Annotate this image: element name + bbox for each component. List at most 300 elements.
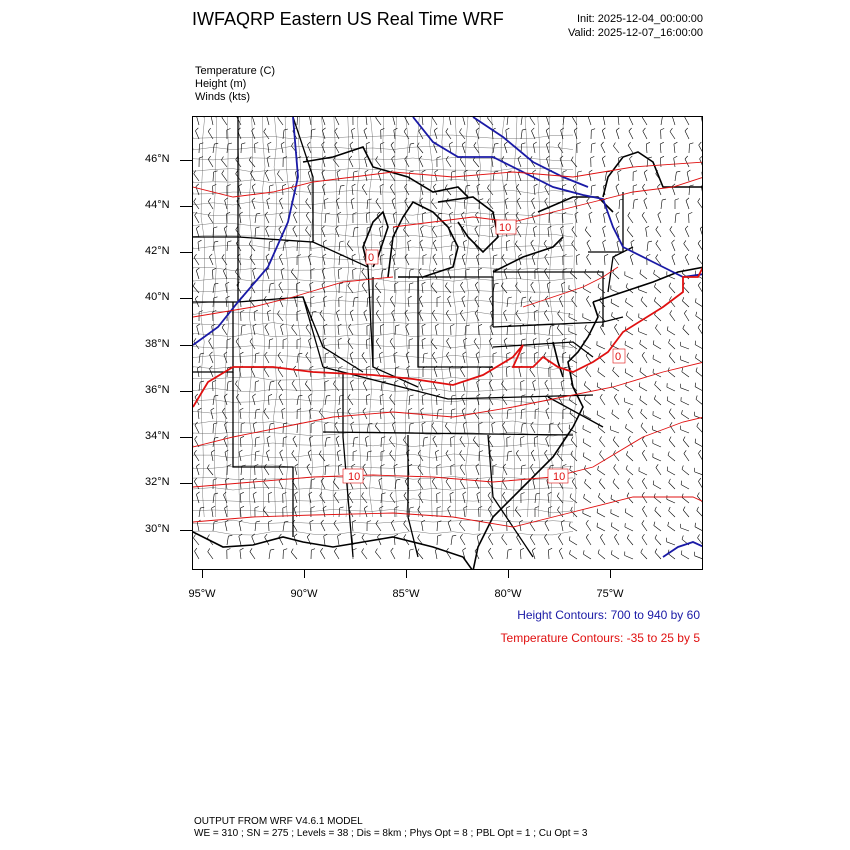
wind-barb-feather — [264, 296, 266, 299]
wind-barb — [253, 270, 255, 279]
wind-barb-feather — [348, 492, 350, 495]
wind-barb — [686, 201, 689, 210]
wind-barb-feather — [546, 408, 549, 411]
wind-barb-feather — [447, 338, 450, 341]
wind-barb-feather — [601, 142, 604, 145]
wind-barb-feather — [196, 492, 199, 495]
wind-barb — [463, 382, 465, 391]
wind-barb — [475, 313, 479, 321]
wind-barb-feather — [446, 156, 448, 159]
wind-barb-feather — [390, 184, 392, 187]
wind-barb — [627, 538, 633, 545]
wind-barb-feather — [589, 170, 592, 172]
wind-barb-feather — [522, 395, 526, 396]
wind-barb-feather — [515, 283, 517, 287]
wind-barb-feather — [598, 368, 599, 372]
wind-barb-feather — [350, 310, 353, 313]
wind-barb — [614, 454, 620, 461]
wind-barb — [350, 382, 353, 391]
wind-barb-feather — [641, 549, 643, 553]
wind-barb — [507, 326, 508, 335]
wind-barb-feather — [419, 128, 422, 131]
wind-barb-feather — [311, 269, 315, 271]
wind-barb — [366, 117, 367, 125]
wind-barb — [199, 382, 200, 391]
wind-barb — [394, 130, 395, 139]
wind-barb-feather — [437, 492, 441, 494]
wind-barb-feather — [279, 394, 282, 397]
wind-barb-feather — [655, 549, 657, 553]
wind-barb — [241, 326, 242, 335]
wind-barb — [460, 159, 465, 167]
wind-barb-feather — [597, 509, 598, 513]
wind-barb — [647, 242, 648, 251]
wind-barb-feather — [324, 324, 328, 326]
wind-barb — [320, 551, 325, 559]
wind-barb — [227, 242, 228, 251]
wind-barb-feather — [686, 198, 689, 201]
wind-barb-feather — [294, 506, 297, 509]
wind-barb — [460, 285, 465, 293]
wind-barb-feather — [270, 283, 274, 284]
wind-barb-feather — [390, 338, 392, 341]
wind-barb-feather — [682, 466, 683, 470]
wind-barb-feather — [410, 283, 414, 284]
wind-barb — [586, 524, 591, 532]
wind-barb — [569, 317, 577, 321]
wind-barb-feather — [409, 339, 413, 340]
wind-barb-feather — [432, 352, 434, 355]
wind-barb-feather — [476, 352, 479, 355]
wind-barb — [194, 481, 199, 489]
wind-barb-feather — [236, 338, 238, 341]
wind-barb-feather — [196, 184, 199, 187]
wind-barb-feather — [214, 241, 218, 242]
height-contours — [193, 117, 703, 557]
wind-barb-feather — [295, 464, 298, 466]
wind-barb — [449, 368, 451, 377]
wind-barb-feather — [363, 408, 366, 411]
wind-barb — [598, 287, 605, 293]
wind-barb — [535, 494, 536, 503]
wind-barb — [306, 356, 311, 363]
wind-barb — [297, 396, 299, 405]
wind-barb — [570, 400, 578, 405]
wind-barb-feather — [256, 437, 260, 438]
wind-barb-feather — [310, 282, 314, 284]
wind-barb-feather — [252, 184, 255, 187]
wind-barb-feather — [252, 198, 255, 201]
wind-barb — [685, 131, 689, 139]
wind-barb — [603, 117, 605, 125]
wind-barb — [464, 172, 465, 181]
wind-barb-feather — [702, 170, 703, 172]
wind-barb-feather — [364, 128, 367, 131]
wind-barb — [325, 438, 327, 447]
wind-barb — [642, 495, 647, 503]
wind-barb — [464, 340, 465, 349]
wind-barb-feather — [283, 339, 287, 340]
wind-barb — [669, 483, 675, 490]
wind-barb-feather — [669, 283, 671, 287]
wind-barb-feather — [700, 226, 703, 229]
wind-barb-feather — [464, 338, 467, 340]
wind-barb-feather — [600, 394, 602, 397]
wind-barb-feather — [390, 296, 393, 299]
wind-barb-feather — [420, 226, 423, 229]
wind-barb-feather — [435, 324, 438, 326]
wind-barb-feather — [340, 241, 344, 242]
wind-barb-feather — [410, 395, 414, 396]
wind-barb-feather — [336, 436, 339, 439]
wind-barb-feather — [252, 534, 255, 537]
wind-barb — [667, 330, 675, 335]
wind-barb-feather — [452, 535, 456, 536]
wind-barb — [586, 299, 591, 307]
wind-barb — [199, 508, 200, 517]
wind-barb-feather — [685, 156, 688, 159]
wind-barb-feather — [339, 367, 343, 369]
wind-barb-feather — [684, 240, 686, 243]
wind-barb-feather — [616, 184, 619, 187]
wind-barb-feather — [611, 550, 612, 554]
wind-barb — [422, 172, 423, 181]
wind-barb — [338, 270, 339, 279]
wind-barb-feather — [256, 521, 260, 522]
wind-barb-feather — [333, 381, 335, 385]
wind-barb — [224, 396, 227, 405]
wind-barb-feather — [575, 212, 578, 214]
wind-barb-feather — [449, 142, 452, 144]
wind-barb — [432, 426, 437, 433]
wind-barb-feather — [362, 352, 364, 355]
wind-barb — [502, 538, 507, 545]
wind-barb-feather — [197, 324, 200, 326]
wind-barb — [390, 454, 395, 461]
wind-barb-feather — [281, 142, 284, 144]
wind-barb-feather — [682, 410, 683, 414]
wind-barb — [653, 457, 661, 461]
wind-barb-feather — [200, 353, 204, 354]
wind-barb-feather — [685, 254, 688, 257]
wind-barb — [297, 117, 298, 125]
wind-barb — [516, 314, 521, 321]
wind-barb-feather — [603, 226, 606, 228]
wind-barb-feather — [570, 550, 571, 554]
wind-barb-feather — [352, 184, 356, 186]
wind-barb-feather — [545, 520, 548, 523]
wind-barb — [279, 257, 283, 265]
wind-barb-feather — [390, 240, 392, 243]
wind-barb-feather — [256, 213, 260, 214]
wind-barb-feather — [549, 506, 553, 508]
latitude-label: 36°N — [145, 384, 170, 396]
wind-barb-feather — [323, 338, 326, 340]
wind-barb — [544, 313, 549, 321]
wind-barb-feather — [655, 381, 657, 385]
wind-barb — [695, 302, 703, 307]
wind-barb-feather — [239, 534, 242, 536]
wind-barb — [432, 117, 437, 125]
wind-barb — [696, 316, 703, 321]
wind-barb — [255, 452, 256, 461]
wind-barb — [306, 215, 311, 223]
wind-barb — [586, 370, 591, 377]
wind-barb-feather — [587, 240, 590, 243]
wind-barb — [250, 258, 255, 265]
wind-barb-feather — [311, 296, 315, 298]
wind-barb — [278, 355, 283, 363]
wind-barb-feather — [584, 494, 585, 498]
county-line — [501, 117, 505, 517]
wind-barb-feather — [534, 436, 538, 438]
wind-barb — [532, 215, 535, 223]
wind-barb-feather — [655, 325, 657, 329]
wind-barb — [380, 508, 381, 517]
wind-barb — [534, 438, 535, 447]
wind-barb-feather — [583, 411, 584, 415]
wind-barb — [616, 130, 619, 139]
wind-barb — [306, 202, 311, 209]
wind-barb — [213, 522, 214, 531]
wind-barb-feather — [382, 269, 386, 270]
wind-barb — [572, 230, 577, 237]
wind-barb — [668, 554, 675, 560]
wind-barb-feather — [462, 408, 465, 411]
wind-barb — [656, 244, 661, 251]
wind-barb-feather — [462, 142, 465, 145]
wind-barb-feather — [690, 185, 694, 186]
wind-barb — [695, 556, 703, 559]
wind-barb — [506, 242, 507, 251]
wind-barb-feather — [310, 366, 314, 368]
wind-barb — [376, 118, 381, 125]
wind-barb — [640, 274, 647, 280]
wind-barb-feather — [563, 171, 567, 173]
wind-barb-feather — [661, 128, 665, 130]
wind-barb — [362, 272, 367, 279]
wind-barb — [252, 186, 255, 195]
wind-barb-feather — [405, 310, 408, 313]
wind-barb-feather — [214, 493, 218, 494]
wind-barb-feather — [698, 198, 700, 201]
wind-barb — [629, 131, 633, 139]
wind-barb — [699, 145, 703, 153]
wind-barb-feather — [407, 366, 410, 368]
latitude-label: 34°N — [145, 430, 170, 442]
wind-barb-feather — [424, 353, 428, 354]
wind-barb-feather — [696, 396, 697, 400]
wind-barb — [309, 117, 311, 125]
wind-barb-feather — [422, 282, 426, 284]
wind-barb-feather — [270, 549, 274, 550]
wind-barb — [266, 270, 269, 279]
wind-barb — [507, 452, 508, 461]
wind-barb-feather — [459, 521, 461, 525]
wind-barb-feather — [291, 143, 293, 147]
wind-barb-feather — [474, 338, 476, 341]
wind-barb-feather — [309, 436, 312, 438]
wind-barb — [642, 453, 647, 461]
wind-barb — [504, 313, 508, 321]
wind-barb-feather — [491, 226, 494, 228]
wind-barb — [255, 410, 256, 419]
wind-barb-feather — [340, 507, 344, 508]
wind-barb-feather — [309, 394, 312, 397]
wind-barb — [210, 369, 214, 377]
wind-barb-feather — [226, 282, 230, 284]
wind-barb-feather — [225, 198, 228, 200]
wind-barb — [619, 200, 620, 209]
wind-barb — [602, 158, 605, 167]
wind-barb — [240, 494, 241, 503]
wind-barb-feather — [211, 450, 214, 452]
wind-barb-feather — [256, 353, 260, 354]
wind-barb-feather — [242, 325, 246, 326]
wind-barb-feather — [616, 226, 619, 229]
wind-barb — [431, 286, 437, 293]
wind-barb-feather — [438, 409, 442, 410]
wind-barb — [208, 201, 213, 209]
wind-barb — [255, 214, 256, 223]
wind-barb — [450, 256, 451, 265]
wind-barb-feather — [433, 240, 436, 243]
wind-barb-feather — [380, 226, 384, 228]
wind-barb — [488, 412, 493, 419]
wind-barb-feather — [672, 254, 675, 257]
wind-barb-feather — [268, 492, 272, 494]
wind-barb — [519, 368, 521, 377]
wind-barb-feather — [475, 310, 478, 313]
wind-barb — [571, 160, 577, 167]
wind-barb — [474, 342, 479, 350]
wind-barb — [392, 201, 395, 210]
wind-barb-feather — [431, 339, 433, 343]
wind-barb — [423, 438, 424, 447]
wind-barb — [292, 328, 297, 335]
wind-barb — [682, 497, 689, 503]
wind-barb — [653, 359, 661, 363]
wind-barb-feather — [249, 157, 251, 161]
wind-barb-feather — [366, 394, 370, 396]
wind-barb-feather — [598, 550, 599, 554]
wind-barb — [339, 186, 341, 195]
county-line — [193, 333, 573, 337]
wind-barb-feather — [380, 408, 384, 410]
wind-barb-feather — [584, 381, 585, 385]
latitude-label: 46°N — [145, 153, 170, 165]
wind-barb-feather — [646, 142, 650, 144]
wind-barb-feather — [266, 254, 269, 257]
wind-barb — [570, 554, 578, 559]
wind-barb — [669, 286, 675, 293]
wind-barb — [642, 524, 647, 531]
wind-barb-feather — [349, 156, 352, 159]
wind-barb-feather — [410, 507, 414, 508]
wind-barb-feather — [323, 296, 326, 298]
wind-barb-feather — [214, 227, 218, 228]
wind-barb-feather — [642, 492, 644, 495]
wind-barb-feather — [235, 381, 237, 384]
wind-barb-feather — [213, 184, 217, 186]
wind-barb-feather — [641, 297, 643, 301]
wind-barb-feather — [394, 534, 398, 536]
wind-barb — [476, 215, 480, 223]
wind-barb — [656, 230, 661, 237]
temp-label-coast: 0 — [615, 351, 622, 363]
wind-barb — [350, 355, 353, 364]
wind-barb-feather — [489, 296, 492, 299]
wind-barb-feather — [242, 143, 246, 144]
wind-barb-feather — [545, 198, 548, 201]
wind-barb — [252, 117, 255, 125]
wind-barb-feather — [353, 268, 357, 270]
wind-barb — [450, 382, 451, 391]
wind-barb — [449, 117, 451, 125]
wind-barb-feather — [488, 117, 490, 118]
wind-barb — [598, 470, 605, 475]
wind-barb-feather — [277, 171, 279, 175]
wind-barb — [392, 424, 395, 433]
wind-barb-feather — [196, 226, 199, 229]
wind-barb-feather — [695, 341, 696, 345]
wind-barb-feather — [614, 534, 617, 537]
wind-barb-feather — [460, 534, 462, 537]
wind-barb — [626, 428, 634, 433]
field-height: Height (m) — [195, 78, 247, 90]
wind-barb — [545, 453, 550, 461]
wind-barb — [422, 214, 423, 223]
wind-barb — [653, 485, 661, 490]
wind-barb — [572, 300, 577, 307]
wind-barb-feather — [403, 437, 405, 441]
latitude-label: 42°N — [145, 245, 170, 257]
wind-barb-feather — [319, 451, 321, 454]
wind-barb — [611, 289, 619, 293]
wind-barb-feather — [240, 548, 244, 550]
field-list — [195, 65, 275, 104]
wind-barb-feather — [214, 395, 218, 396]
county-line — [525, 117, 529, 517]
wind-barb — [353, 298, 354, 307]
wind-barb-feather — [532, 212, 535, 215]
wind-barb — [408, 298, 409, 307]
wind-barb-feather — [630, 254, 633, 257]
wind-barb-feather — [669, 437, 671, 441]
wind-barb — [221, 160, 227, 167]
wind-barb-feather — [198, 408, 202, 410]
wind-barb-feather — [674, 142, 678, 144]
wind-barb-feather — [626, 311, 627, 315]
wind-barb-feather — [460, 128, 462, 132]
wind-barb — [293, 439, 297, 447]
wind-barb-feather — [583, 452, 584, 456]
wind-barb — [363, 467, 367, 475]
longitude-label: 75°W — [596, 588, 624, 600]
wind-barb — [584, 399, 591, 405]
wind-barb-feather — [352, 520, 356, 522]
wind-barb-feather — [669, 479, 671, 483]
wind-barb-feather — [695, 298, 696, 302]
wind-barb — [324, 326, 325, 335]
wind-barb — [447, 341, 452, 349]
wind-barb — [687, 172, 689, 181]
wind-barb-feather — [381, 437, 385, 438]
wind-barb-feather — [255, 507, 259, 509]
wind-barb-feather — [363, 464, 366, 467]
wind-barb — [544, 537, 549, 545]
wind-barb — [603, 242, 605, 251]
